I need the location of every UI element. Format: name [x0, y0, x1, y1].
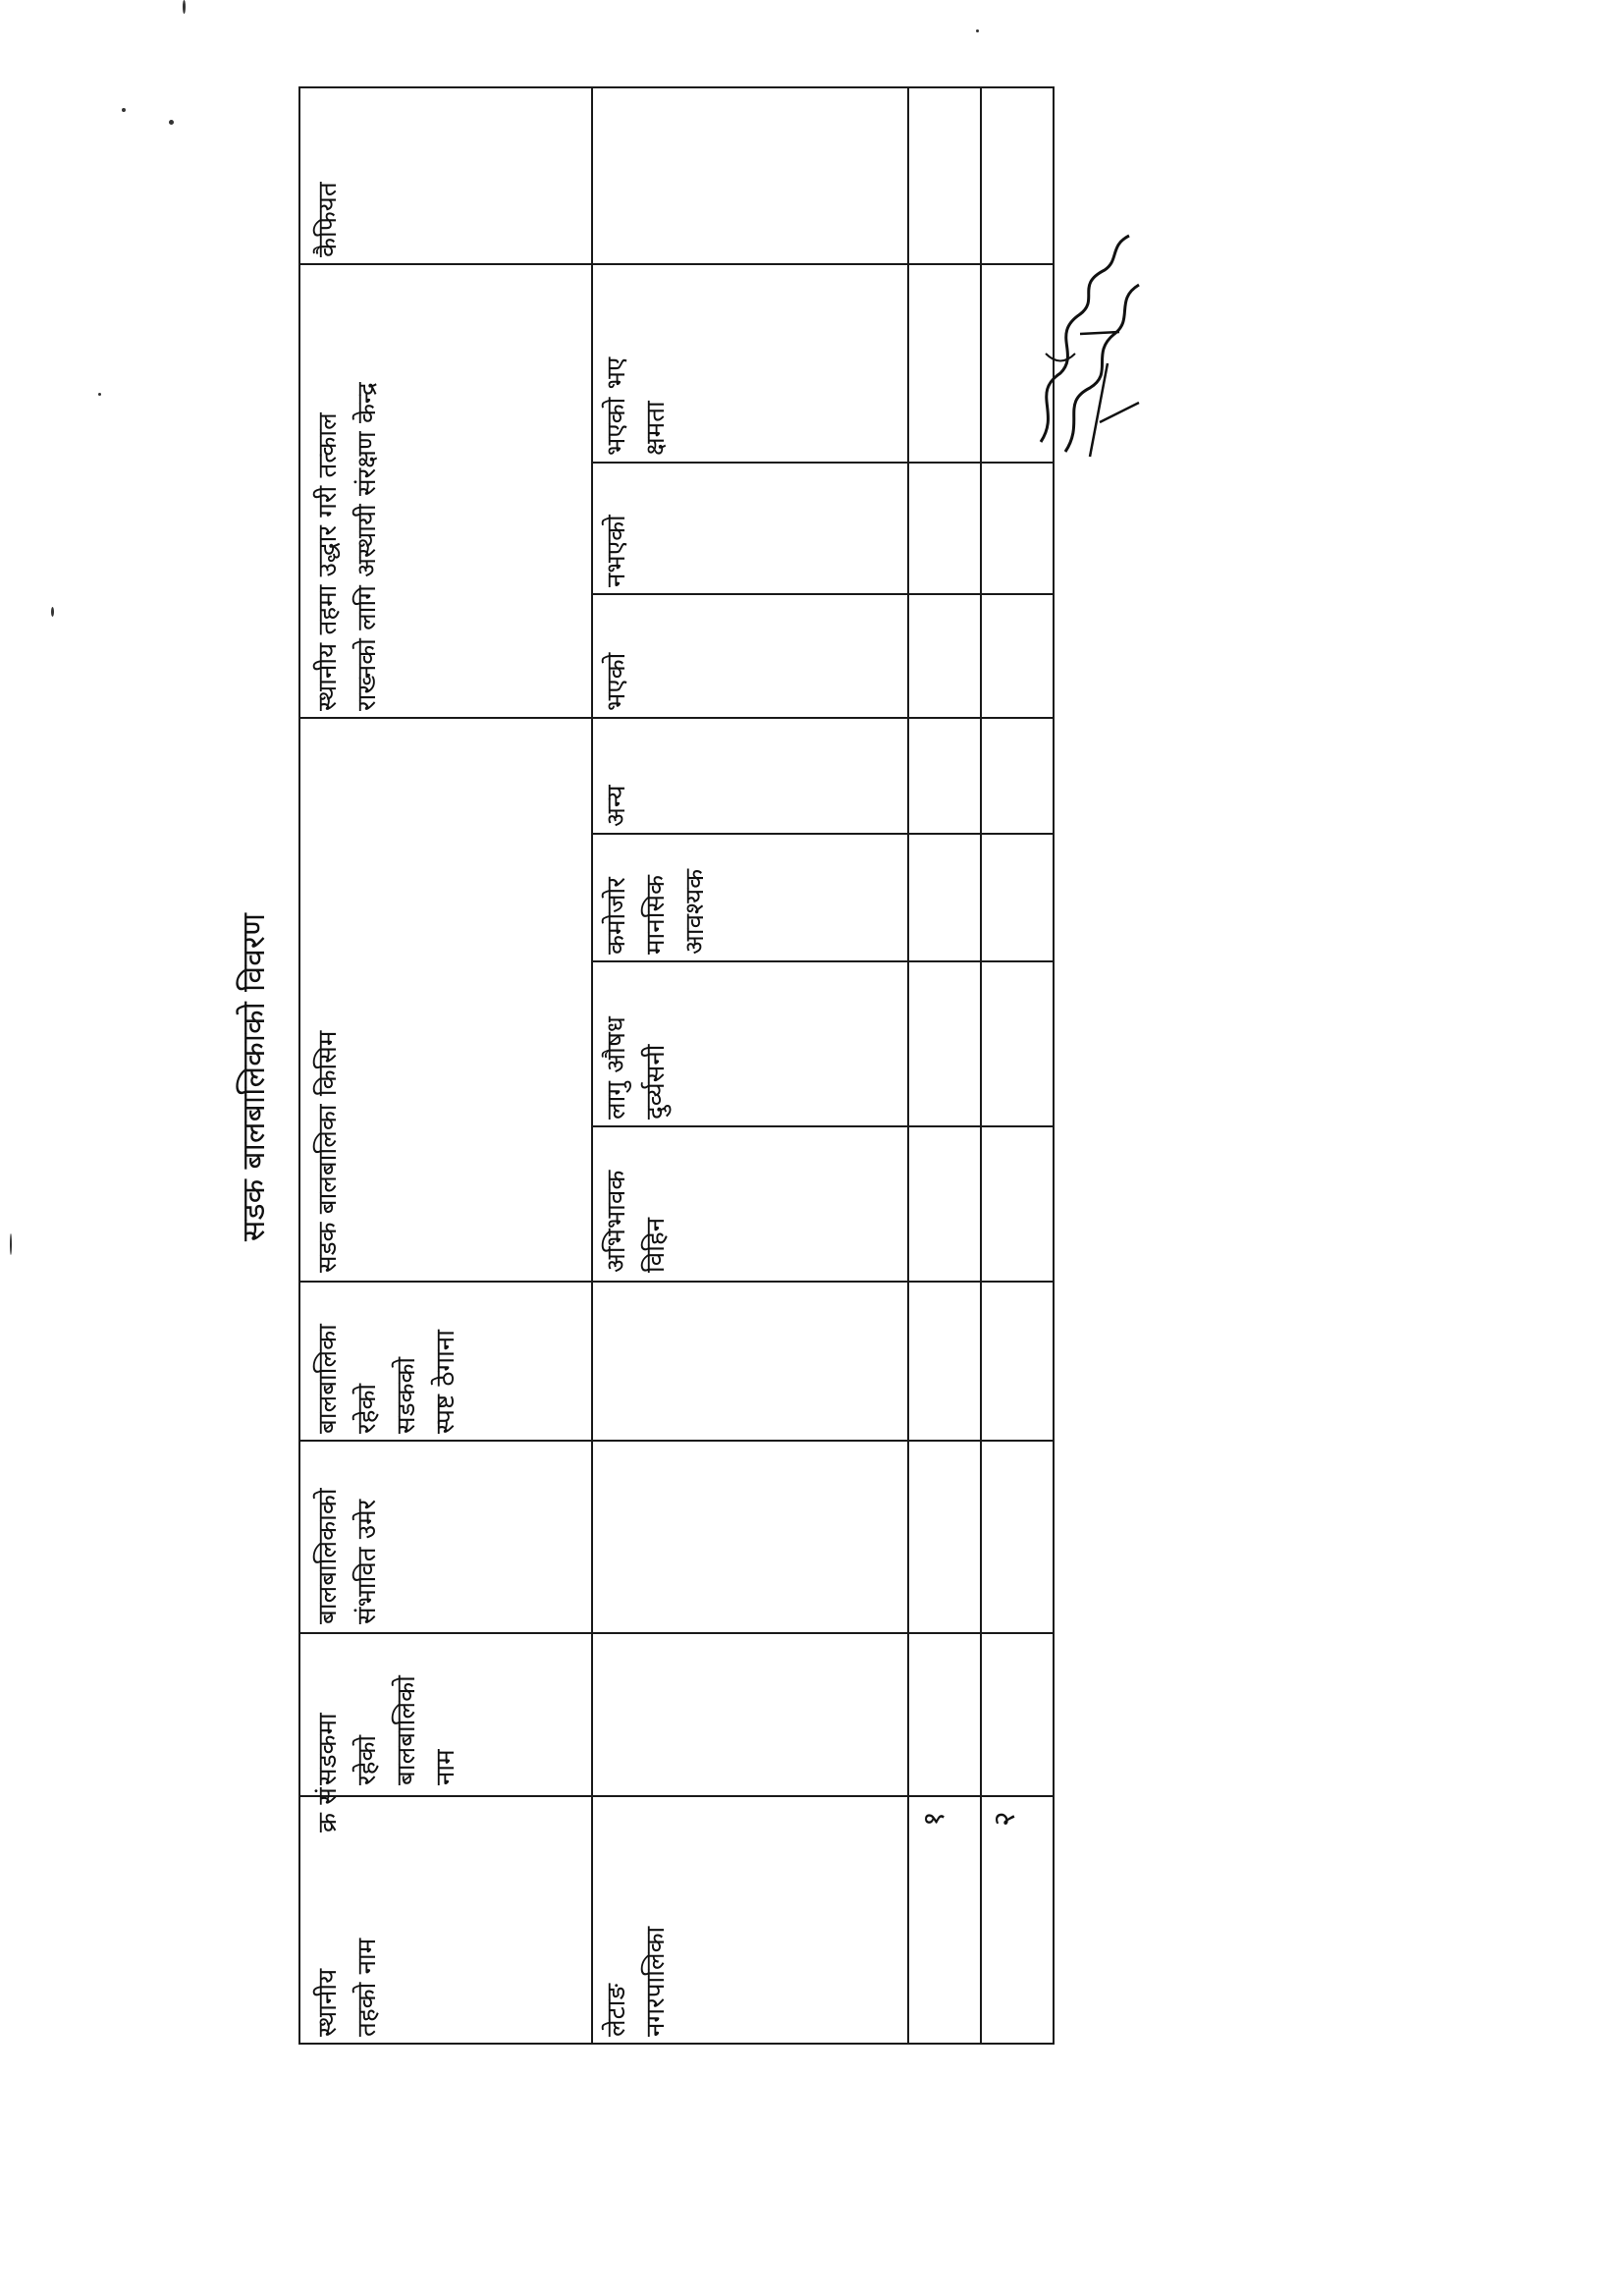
- row-serial-2: २: [988, 1811, 1022, 1827]
- scan-speck: [976, 29, 979, 32]
- signature-image: [1021, 216, 1159, 471]
- row-serial-1: १: [917, 1811, 951, 1827]
- header-child-name: सडकमा रहेको बालबालिको नाम: [313, 1675, 460, 1785]
- scan-speck: [10, 1233, 12, 1255]
- header-street-child-type: सडक बालबालिका किसिम: [313, 1030, 343, 1273]
- document-title: सडक बालबालिकाको विवरण: [235, 912, 272, 1242]
- scan-speck: [51, 607, 54, 617]
- row-local-level: लेटाङ नगरपालिका: [602, 1926, 671, 2037]
- header-estimated-age: बालबालिकाको संभावित उमेर: [313, 1488, 382, 1624]
- header-rescue-center: स्थानीय तहमा उद्धार गरी तत्काल राख्नको लागि अस्थायी संरक्षण केन्द्र: [313, 382, 382, 711]
- header-type-other: अन्य: [602, 785, 631, 827]
- header-serial-no: क्र सं: [313, 1787, 343, 1832]
- header-rescue-capacity: भएको भए क्षमता: [602, 356, 671, 456]
- header-remarks: कैफियत: [313, 182, 343, 257]
- scan-speck: [169, 120, 174, 125]
- scan-speck: [98, 393, 101, 396]
- header-rescue-no: नभएको: [602, 515, 631, 587]
- scan-speck: [122, 108, 126, 112]
- header-type-without-guardian: अभिभावक विहिन: [602, 1170, 671, 1273]
- header-type-drug-addicted: लागु औषध दुर्व्यसनी: [602, 1016, 671, 1120]
- header-rescue-yes: भएको: [602, 652, 631, 711]
- header-local-level-name: स्थानीय तहको नाम: [313, 1938, 382, 2037]
- header-type-mental-need: कमोजोर मानसिक आवश्यक: [602, 868, 710, 955]
- header-street-address: बालबालिका रहेको सडकको स्पष्ट ठेगाना: [313, 1324, 460, 1434]
- scan-speck: [183, 0, 186, 14]
